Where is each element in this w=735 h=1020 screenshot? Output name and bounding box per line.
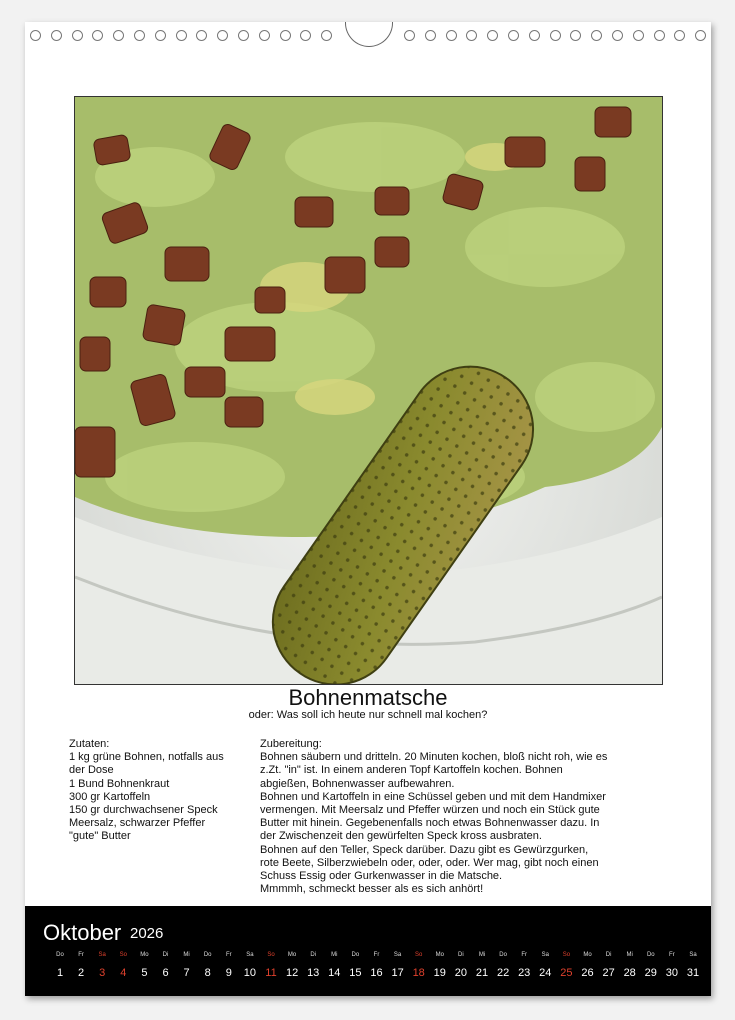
calendar-day-number: 25 [560,967,573,979]
calendar-day-number: 2 [78,967,85,979]
calendar-weekday-label: Do [351,952,360,958]
ingredient-line: 1 kg grüne Bohnen, notfalls aus [69,751,224,764]
calendar-day-number: 20 [454,967,468,979]
binding-hole [217,30,228,41]
calendar-day-number: 13 [307,967,320,979]
calendar-day-number: 1 [56,967,64,979]
calendar-day-number: 17 [391,967,404,979]
calendar-weekday-label: Fr [521,952,528,958]
binding-hole [570,30,581,41]
binding-hole [674,30,685,41]
preparation-heading: Zubereitung: [260,738,322,750]
calendar-day-number: 16 [370,967,383,979]
preparation-line: Butter mit hinein. Gegebenenfalls noch etwas Bohnenwasser dazu. In [260,817,600,830]
calendar-weekday-label: Di [605,952,612,958]
calendar-weekday-label: Di [310,952,317,958]
calendar-day-number: 12 [285,967,299,979]
calendar-day-number: 6 [162,967,169,979]
calendar-year: 2026 [130,925,164,942]
preparation-line: Bohnen auf den Teller, Speck darüber. Dazu gibt es Gewürzgurken, [260,843,589,856]
recipe-subtitle: oder: Was soll ich heute nur schnell mal kochen? [248,709,488,721]
calendar-weekday-label: Mo [287,952,297,958]
calendar-weekday-label: So [119,952,127,958]
ingredient-line: Meersalz, schwarzer Pfeffer [69,817,206,830]
calendar-weekday-label: Di [162,952,169,958]
ingredient-line: "gute" Butter [69,830,131,843]
calendar-weekday-label: Sa [393,952,402,958]
calendar-weekday-label: So [562,952,571,958]
preparation-block [260,738,655,896]
bean-mash-with-pickle-image [75,97,662,684]
ingredients-block [69,738,249,844]
calendar-weekday-label: Mo [435,952,444,958]
calendar-weekday-label: Do [203,952,212,958]
calendar-weekday-label: So [415,952,423,958]
calendar-weekday-label: Fr [225,952,232,958]
calendar-weekday-label: Di [458,952,464,958]
calendar-weekday-label: Sa [541,952,549,958]
calendar-weekday-label: Do [56,952,64,958]
binding-hole [654,30,665,41]
calendar-weekday-label: Do [499,952,507,958]
preparation-line: der Zwischenzeit den gewürfelten Speck kross ausbraten. [260,830,542,843]
calendar-weekday-label: Mi [626,952,633,958]
calendar-weekday-label: Fr [373,952,380,958]
calendar-day-number: 24 [539,967,552,979]
binding-hole [259,30,270,41]
calendar-weekday-label: Mi [183,952,190,958]
preparation-line: z.Zt. "in" ist. In einem anderen Topf Kartoffeln kochen. Bohnen [260,764,563,777]
binding-hole [612,30,623,41]
preparation-line: Mmmmh, schmeckt besser als es sich anhört! [260,883,484,896]
calendar-day-number: 7 [183,967,190,979]
binding-hole [176,30,187,41]
calendar-weekday-label: Do [646,952,655,958]
calendar-weekday-label: Sa [689,952,697,958]
preparation-line: Bohnen und Kartoffeln in eine Schüssel geben und mit dem Handmixer [260,790,606,803]
calendar-day-number: 19 [433,967,446,979]
ingredient-line: 300 gr Kartoffeln [69,790,151,803]
recipe-photo [74,96,663,685]
ingredient-line: der Dose [69,764,114,777]
binding-hole [113,30,124,41]
calendar-day-number: 14 [328,967,341,979]
binding-hole [404,30,415,41]
calendar-day-number: 22 [496,967,510,979]
calendar-strip [25,906,711,996]
binding-hole [466,30,477,41]
calendar-weekday-label: Mi [478,952,486,958]
calendar-day-number: 26 [581,967,594,979]
calendar-day-number: 31 [686,967,700,979]
calendar-day-number: 8 [204,967,211,979]
binding-hole [529,30,540,41]
preparation-line: vermengen. Mit Meersalz und Pfeffer würzen und noch ein Stück gute [260,804,600,817]
binding-hole [591,30,602,41]
binding-hole [300,30,311,41]
calendar-weekday-label: Mo [140,952,149,958]
binding-hole [280,30,291,41]
calendar-day-number: 11 [265,967,277,979]
binding-hole [321,30,332,41]
binding-hole [155,30,166,41]
binding-hole [196,30,207,41]
binding-hole [550,30,561,41]
calendar-weekday-label: Mi [331,952,338,958]
calendar-page [25,22,711,996]
calendar-day-number: 5 [141,967,148,979]
recipe-title: Bohnenmatsche [288,685,448,710]
binding-hole [508,30,519,41]
binding-hole [51,30,62,41]
ingredient-line: 1 Bund Bohnenkraut [69,777,170,790]
calendar-day-number: 29 [644,967,657,979]
binding-hole [425,30,436,41]
binding-hole [134,30,145,41]
binding-hole [633,30,644,41]
calendar-weekday-label: Fr [78,952,84,958]
binding-hole [30,30,41,41]
calendar-day-number: 15 [349,967,362,979]
binding-hole [487,30,498,41]
calendar-day-number: 21 [475,967,489,979]
calendar-weekday-label: Fr [669,952,675,958]
binding-hole [92,30,103,41]
ingredients-heading: Zutaten: [69,738,110,750]
binding-hole [72,30,83,41]
calendar-day-number: 4 [120,967,127,979]
calendar-day-number: 30 [665,967,679,979]
ingredient-line: 150 gr durchwachsener Speck [69,804,218,817]
calendar-weekday-label: Mo [583,952,592,958]
binding-hole [238,30,249,41]
preparation-line: abgießen, Bohnenwasser aufbewahren. [260,777,455,790]
calendar-day-number: 3 [99,967,106,979]
calendar-day-number: 10 [243,967,257,979]
preparation-line: Bohnen säubern und dritteln. 20 Minuten kochen, bloß nicht roh, wie es [260,751,608,764]
calendar-day-number: 23 [518,967,531,979]
calendar-weekday-label: So [267,952,275,958]
calendar-day-number: 18 [412,967,425,979]
calendar-weekday-label: Sa [98,952,106,958]
calendar-day-number: 9 [225,967,232,979]
preparation-line: rote Beete, Silberzwiebeln oder, oder, oder. Wer mag, gibt noch einen [260,856,599,869]
calendar-day-number: 28 [623,967,636,979]
calendar-day-number: 27 [602,967,615,979]
calendar-month: Oktober [43,920,122,945]
binding-hole [695,30,706,41]
binding-hole [446,30,457,41]
preparation-line: Schuss Essig oder Gurkenwasser in die Matsche. [260,870,503,883]
calendar-weekday-label: Sa [246,952,254,958]
